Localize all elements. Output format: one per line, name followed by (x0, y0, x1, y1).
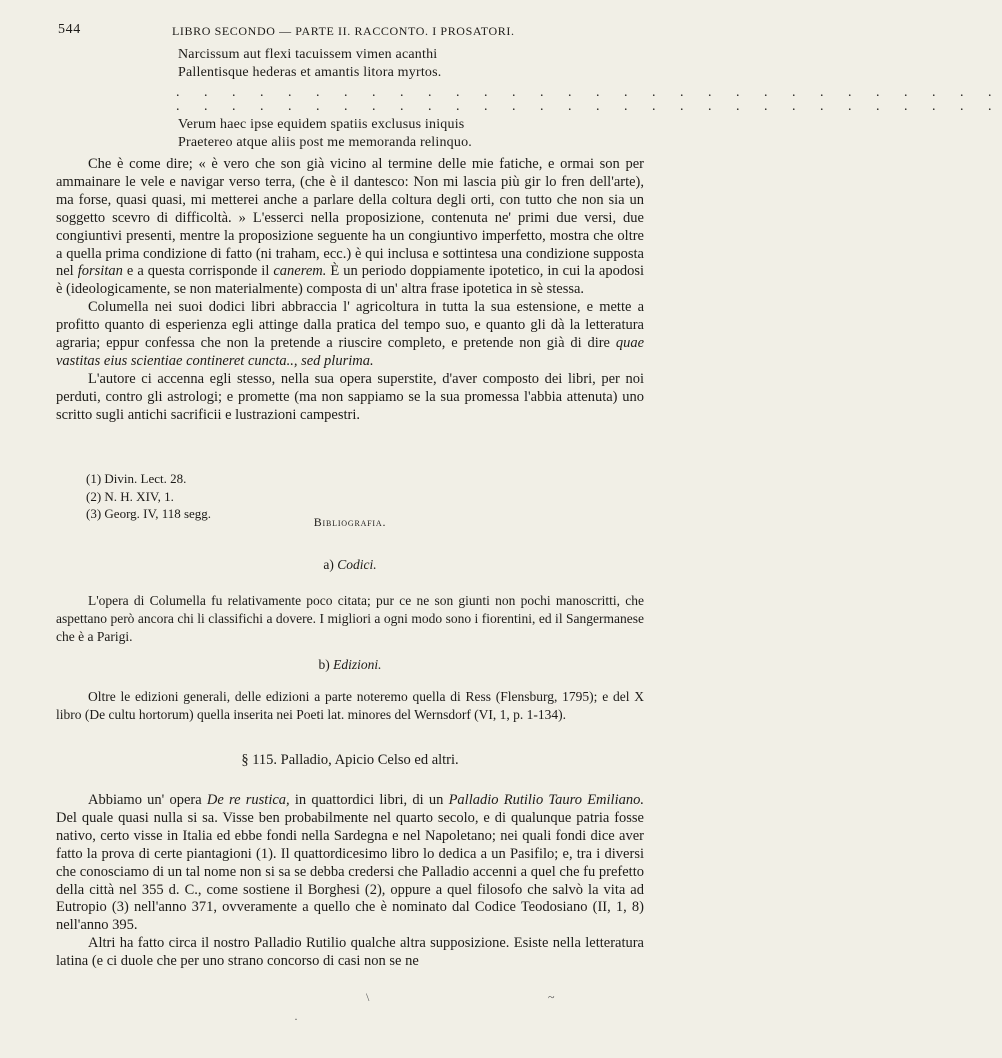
scan-mark: ~ (548, 990, 555, 1004)
subheading-codici: a) Codici. (323, 557, 377, 572)
verse-line: Pallentisque hederas et amantis litora myrtos. (178, 64, 442, 80)
verse-line: Praetereo atque aliis post me memoranda relinquo. (178, 134, 472, 150)
paragraph: L'autore ci accenna egli stesso, nella sua opera superstite, d'aver composto dei libri, per noi perduti, contro gli astrologi; e promette (ma non sappiamo se la sua promessa l'abbia attenuta) uno scritto sugli antichi sacrificii e lustrazioni campestri. (56, 370, 644, 423)
section-title: § 115. Palladio, Apicio Celso ed altri. (241, 752, 459, 768)
verse-line: Narcissum aut flexi tacuissem vimen acanthi (178, 47, 438, 62)
running-title: LIBRO SECONDO — PARTE II. RACCONTO. I PROSATORI. (172, 24, 515, 38)
subheading-edizioni: b) Edizioni. (318, 657, 382, 672)
paragraph: Abbiamo un' opera De re rustica, in quattordici libri, di un Palladio Rutilio Tauro Emiliano. Del quale quasi nulla si sa. Visse ben probabilmente nel quarto secolo, e di qualunque patria fosse nativo, certo visse in Italia ed ebbe fondi nella Sardegna e nel Napoletano; nei quali fondi dice aver fatto la prova di certe piantagioni (1). Il quattordicesimo libro lo dedica a un Pasifilo; e, tra i diversi che conosciamo di un tal nome non si sa se debba credersi che Palladio accenni a quel che fu prefetto della città nel 355 d. C., come sostiene il Borghesi (2), oppure a quel filosofo che salvò la vita ad Eutropio (3) nell'anno 371, ovveramente a quello che è nominato dal Codice Teodosiano (II, 1, 8) nell'anno 395. (56, 792, 644, 934)
running-header (58, 22, 646, 42)
scan-mark: \ (366, 990, 370, 1004)
body-text-2 (56, 792, 644, 971)
scan-mark: · (294, 1012, 298, 1026)
paragraph: L'opera di Columella fu relativamente poco citata; pur ce ne son giunti non pochi manoscritti, che aspettano però ancora chi li classifichi a dovere. I migliori a ogni modo sono i fiorentini, ed il Sangermanese che è a Parigi. (56, 593, 644, 644)
footnote: (2) N. H. XIV, 1. (86, 488, 174, 504)
ellipsis-dots: . . . . . . . . . . . . . . . . . . . . . . . . . . . . . . (176, 85, 1002, 100)
paragraph: Altri ha fatto circa il nostro Palladio Rutilio qualche altra supposizione. Esiste nella letteratura latina (e ci duole che per uno strano concorso di casi non se ne (56, 935, 644, 970)
verse-quote-2 (178, 116, 472, 151)
paragraph: Che è come dire; « è vero che son già vicino al termine delle mie fatiche, e ormai son per ammainare le vele e navigar verso terra, (che è il dantesco: Non mi lascia più gir lo fren dell'arte), ma forse, quasi quasi, mi metterei anche a parlare della coltura degli orti, con tutto che non sia un soggetto scevro di difficoltà. » L'esserci nella proposizione, contenuta ne' primi due versi, due congiuntivi presenti, mentre la proposizione seguente ha un congiuntivo imperfetto, mostra che oltre a quella prima condizione di fatto (ni traham, ecc.) è qui inclusa e sottintesa una condizione supposta nel forsitan e a questa corrisponde il canerem. È un periodo doppiamente ipotetico, in cui la apodosi è (ideologicamente, se non materialmente) composta di un' altra frase ipotetica in sè stessa. (56, 156, 644, 298)
ellipsis-dots: . . . . . . . . . . . . . . . . . . . . . . . . . . . . . . (176, 99, 1002, 114)
edizioni-text (56, 688, 644, 724)
page-number: 544 (58, 22, 81, 37)
verse-quote-1 (178, 46, 441, 81)
footnote: (1) Divin. Lect. 28. (86, 471, 187, 486)
bibliography-heading: Bibliografia. (313, 515, 387, 529)
paragraph: Oltre le edizioni generali, delle edizioni a parte noteremo quella di Ress (Flensburg, 1795); e del X libro (De cultu hortorum) quella inserita nei Poeti lat. minores del Wernsdorf (VI, 1, p. 1-134). (56, 689, 644, 722)
codici-text (56, 592, 644, 646)
footnote: (3) Georg. IV, 118 segg. (86, 506, 212, 521)
paragraph: Columella nei suoi dodici libri abbraccia l' agricoltura in tutta la sua estensione, e mette a profitto quanto di esperienza egli attinge dalla pratica del tempo suo, e quanto gli dà la letteratura agraria; eppur confessa che non la pretende a riuscire completo, e pretende non già di dire quae vastitas eius scientiae contineret cuncta.., sed plurima. (56, 299, 644, 369)
verse-line: Verum haec ipse equidem spatiis exclusus iniquis (178, 117, 465, 132)
body-text-1 (56, 156, 644, 425)
